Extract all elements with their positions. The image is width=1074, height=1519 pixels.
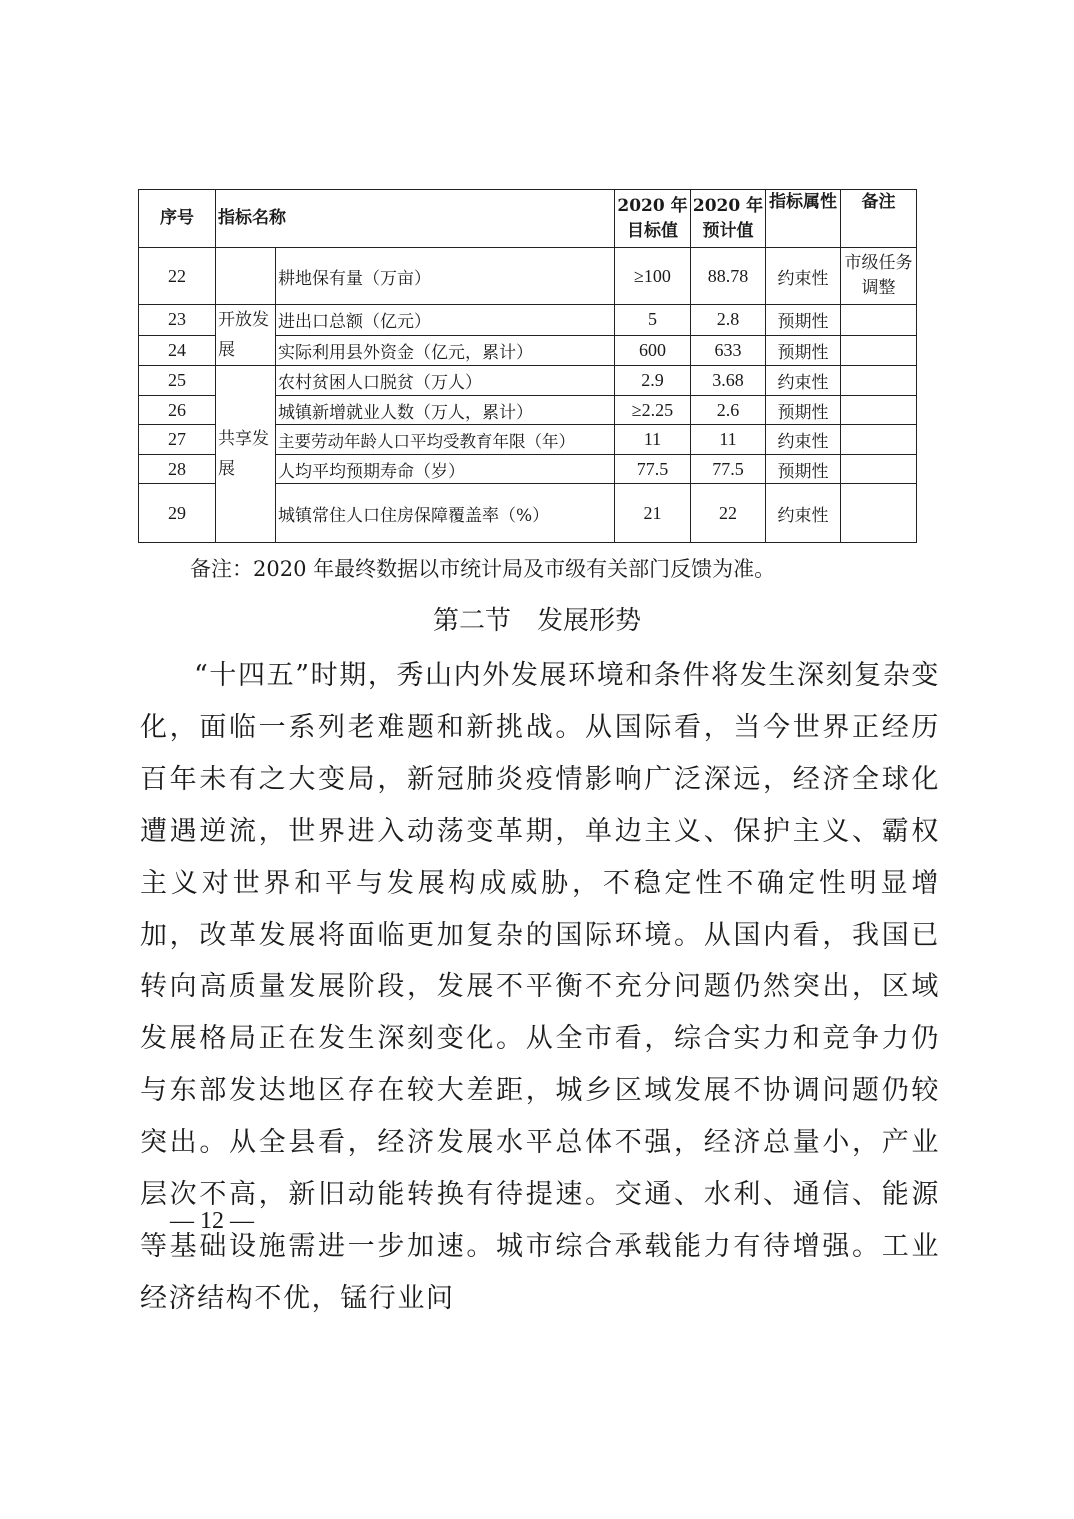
table-row <box>139 305 917 336</box>
header-name: 指标名称 <box>216 190 615 248</box>
cell-target: 2.9 <box>615 366 691 396</box>
cell-attr: 预期性 <box>766 396 841 425</box>
cell-name: 农村贫困人口脱贫（万人） <box>276 366 615 396</box>
cell-attr: 约束性 <box>766 248 841 305</box>
cell-estimate: 2.6 <box>691 396 766 425</box>
cell-target: ≥100 <box>615 248 691 305</box>
cell-attr: 预期性 <box>766 455 841 484</box>
cell-estimate: 633 <box>691 335 766 366</box>
cell-target: 11 <box>615 425 691 455</box>
cell-seq: 24 <box>139 335 216 366</box>
table-header-row <box>139 190 917 248</box>
cell-seq: 26 <box>139 396 216 425</box>
cell-attr: 约束性 <box>766 425 841 455</box>
indicator-table <box>138 189 917 543</box>
header-note: 备注 <box>841 190 917 248</box>
table-row <box>139 366 917 396</box>
cell-estimate: 22 <box>691 484 766 543</box>
cell-seq: 27 <box>139 425 216 455</box>
cell-estimate: 2.8 <box>691 305 766 336</box>
cell-name: 实际利用县外资金（亿元，累计） <box>276 335 615 366</box>
cell-seq: 22 <box>139 248 216 305</box>
cell-note <box>841 335 917 366</box>
cell-attr: 约束性 <box>766 484 841 543</box>
body-paragraph: “十四五”时期，秀山内外发展环境和条件将发生深刻复杂变化，面临一系列老难题和新挑战。从国际看，当今世界正经历百年未有之大变局，新冠肺炎疫情影响广泛深远，经济全球化遭遇逆流，世界进入动荡变革期，单边主义、保护主义、霸权主义对世界和平与发展构成威胁，不稳定性不确定性明显增加，改革发展将面临更加复杂的国际环境。从国内看，我国已转向高质量发展阶段，发展不平衡不充分问题仍然突出，区域发展格局正在发生深刻变化。从全市看，综合实力和竞争力仍与东部发达地区存在较大差距，城乡区域发展不协调问题仍较突出。从全县看，经济发展水平总体不强，经济总量小，产业层次不高，新旧动能转换有待提速。交通、水利、通信、能源等基础设施需进一步加速。城市综合承载能力有待增强。工业经济结构不优，锰行业问 <box>140 660 940 1314</box>
cell-name: 主要劳动年龄人口平均受教育年限（年） <box>276 425 615 455</box>
cell-seq: 25 <box>139 366 216 396</box>
cell-seq: 23 <box>139 305 216 336</box>
header-estimate: 2020 年预计值 <box>691 190 766 248</box>
cell-name: 进出口总额（亿元） <box>276 305 615 336</box>
group-shared-development: 共享发展 <box>216 366 276 543</box>
cell-estimate: 3.68 <box>691 366 766 396</box>
cell-seq: 29 <box>139 484 216 543</box>
cell-note <box>841 425 917 455</box>
cell-attr: 预期性 <box>766 335 841 366</box>
cell-target: 77.5 <box>615 455 691 484</box>
cell-attr: 约束性 <box>766 366 841 396</box>
cell-seq: 28 <box>139 455 216 484</box>
header-attr: 指标属性 <box>766 190 841 248</box>
cell-name: 人均平均预期寿命（岁） <box>276 455 615 484</box>
cell-note: 市级任务调整 <box>841 248 917 305</box>
cell-note <box>841 305 917 336</box>
table-footnote: 备注：2020 年最终数据以市统计局及市级有关部门反馈为准。 <box>190 557 776 581</box>
cell-note <box>841 484 917 543</box>
cell-target: ≥2.25 <box>615 396 691 425</box>
cell-note <box>841 455 917 484</box>
group-open-development: 开放发展 <box>216 305 276 366</box>
cell-name: 城镇新增就业人数（万人，累计） <box>276 396 615 425</box>
cell-note <box>841 366 917 396</box>
header-target: 2020 年目标值 <box>615 190 691 248</box>
cell-estimate: 88.78 <box>691 248 766 305</box>
cell-estimate: 77.5 <box>691 455 766 484</box>
cell-target: 21 <box>615 484 691 543</box>
header-seq: 序号 <box>139 190 216 248</box>
cell-group-empty <box>216 248 276 305</box>
cell-estimate: 11 <box>691 425 766 455</box>
cell-target: 600 <box>615 335 691 366</box>
cell-name: 城镇常住人口住房保障覆盖率（%） <box>276 484 615 543</box>
cell-target: 5 <box>615 305 691 336</box>
cell-attr: 预期性 <box>766 305 841 336</box>
cell-note <box>841 396 917 425</box>
page-number: — 12 — <box>170 1208 254 1234</box>
cell-name: 耕地保有量（万亩） <box>276 248 615 305</box>
table-row <box>139 248 917 305</box>
section-title: 第二节 发展形势 <box>432 606 641 636</box>
